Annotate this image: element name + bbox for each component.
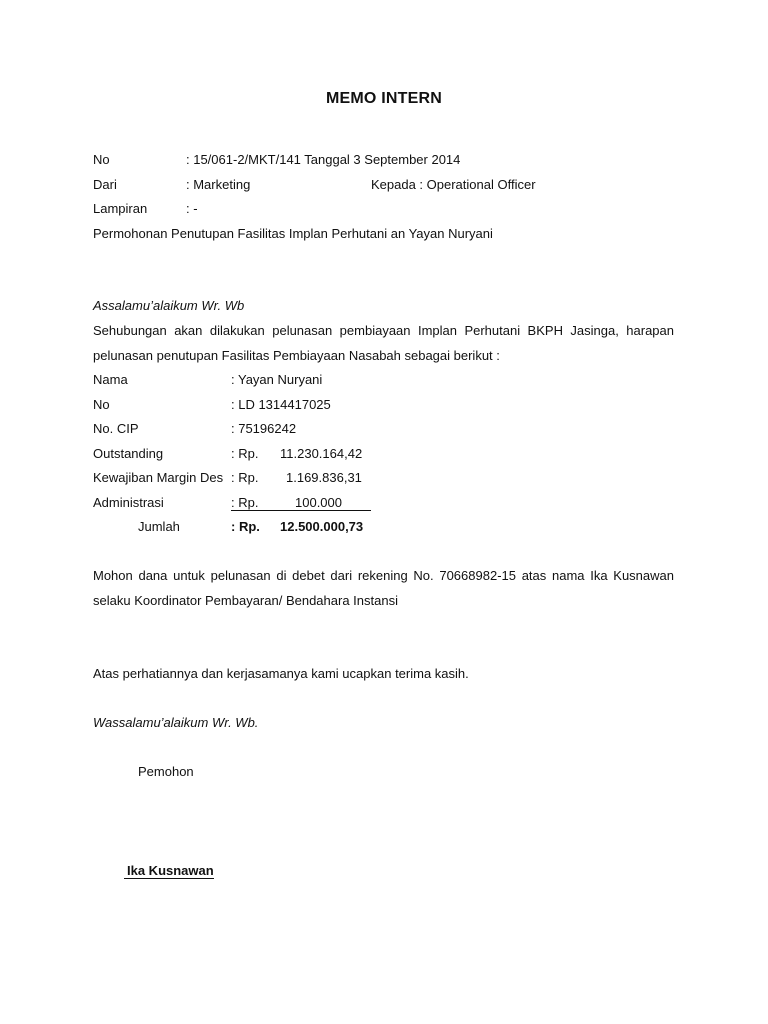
- nama-value: : Yayan Nuryani: [231, 372, 323, 387]
- outstanding-prefix: : Rp.: [231, 446, 259, 461]
- memo-title: MEMO INTERN: [326, 90, 442, 107]
- no-value: : 15/061-2/MKT/141 Tanggal 3 September 2014: [186, 152, 461, 167]
- intro-line-1: Sehubungan akan dilakukan pelunasan pembiayaan Implan Perhutani BKPH Jasinga, harapan: [93, 323, 674, 338]
- lampiran-label: Lampiran: [93, 201, 148, 216]
- dari-label: Dari: [93, 177, 117, 192]
- jumlah-amount: 12.500.000,73: [280, 519, 364, 534]
- thanks-text: Atas perhatiannya dan kerjasamanya kami ucapkan terima kasih.: [93, 666, 469, 681]
- nama-label: Nama: [93, 372, 128, 387]
- debit-line-2: selaku Koordinator Pembayaran/ Bendahara Instansi: [93, 593, 398, 608]
- memo-subject: Permohonan Penutupan Fasilitas Implan Perhutani an Yayan Nuryani: [93, 226, 493, 241]
- account-no-label: No: [93, 397, 110, 412]
- kewajiban-label: Kewajiban Margin Des: [93, 470, 224, 485]
- debit-line-1: Mohon dana untuk pelunasan di debet dari rekening No. 70668982-15 atas nama Ika Kusnawan: [93, 568, 674, 583]
- jumlah-prefix: : Rp.: [231, 519, 260, 534]
- cip-value: : 75196242: [231, 421, 297, 436]
- greeting: Assalamu’alaikum Wr. Wb: [93, 298, 245, 313]
- kewajiban-prefix: : Rp.: [231, 470, 259, 485]
- signature-role: Pemohon: [138, 764, 194, 779]
- no-label: No: [93, 152, 110, 167]
- outstanding-amount: 11.230.164,42: [280, 446, 363, 461]
- dari-value: : Marketing: [186, 177, 251, 192]
- kewajiban-amount: 1.169.836,31: [286, 470, 362, 485]
- admin-amount: 100.000: [295, 495, 342, 510]
- jumlah-label: Jumlah: [138, 519, 180, 534]
- admin-label: Administrasi: [93, 495, 164, 510]
- cip-label: No. CIP: [93, 421, 139, 436]
- signature-name: Ika Kusnawan: [124, 863, 214, 879]
- kepada-field: Kepada : Operational Officer: [371, 177, 536, 192]
- intro-line-2: pelunasan penutupan Fasilitas Pembiayaan Nasabah sebagai berikut :: [93, 348, 500, 363]
- account-no-value: : LD 1314417025: [231, 397, 331, 412]
- closing-greeting: Wassalamu’alaikum Wr. Wb.: [93, 715, 259, 730]
- admin-prefix: : Rp.: [231, 495, 259, 510]
- lampiran-value: : -: [186, 201, 198, 216]
- outstanding-label: Outstanding: [93, 446, 164, 461]
